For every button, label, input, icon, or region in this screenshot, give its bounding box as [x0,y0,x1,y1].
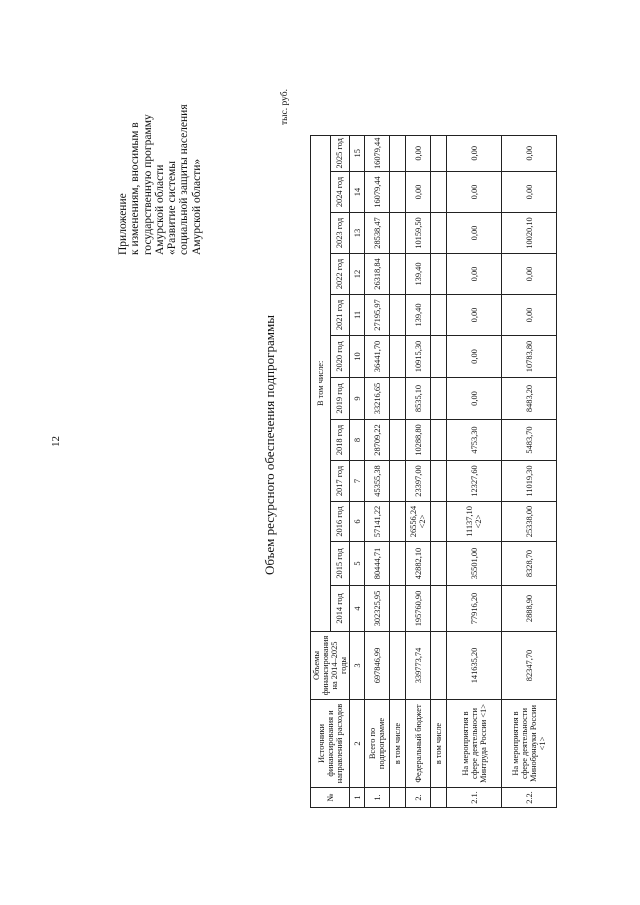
row-value [431,213,447,254]
row-value [390,172,406,213]
row-value [431,502,447,542]
row-value: 12327,60 [447,461,502,502]
row-value [390,135,406,171]
table-row [406,135,431,807]
appendix-line: Амурской области [153,164,166,255]
header-year: 2024 год [330,172,350,213]
header-year: 2025 год [330,135,350,171]
index-cell: 15 [350,135,365,171]
row-value: 0,00 [502,172,557,213]
row-name: На мероприятия в сфере деятельности Минтруда России <1> [447,700,502,788]
row-value: 0,00 [447,172,502,213]
header-total: Объемы финансирования на 2014–2025 годы [311,632,350,700]
row-value [390,502,406,542]
row-value: 0,00 [502,135,557,171]
appendix-line: социальной защиты населения [178,104,191,255]
index-cell: 5 [350,542,365,586]
row-value: 36441,70 [365,336,390,378]
header-source: Источники финансирования и направлений расходов [311,700,350,788]
header-group: В том числе: [311,135,331,631]
row-number [431,788,447,808]
row-value [431,420,447,461]
units-label: тыс. руб. [280,89,290,125]
index-cell: 7 [350,461,365,502]
row-total: 697846,99 [365,632,390,700]
appendix-header [117,65,203,255]
row-value [431,254,447,295]
row-value: 8483,20 [502,378,557,420]
index-cell: 10 [350,336,365,378]
row-number: 2. [406,788,431,808]
row-value: 26318,84 [365,254,390,295]
header-year: 2014 год [330,586,350,632]
row-value [390,542,406,586]
row-value: 0,00 [502,254,557,295]
row-value [390,461,406,502]
row-value: 195760,90 [406,586,431,632]
row-value: 33216,65 [365,378,390,420]
index-cell: 13 [350,213,365,254]
row-number: 2.2. [502,788,557,808]
row-value: 4753,30 [447,420,502,461]
row-value: 2888,90 [502,586,557,632]
row-value: 11019,30 [502,461,557,502]
row-value: 42882,10 [406,542,431,586]
table-row [502,135,557,807]
document-title: Объем ресурсного обеспечения подпрограммы [262,315,277,575]
row-value: 80444,71 [365,542,390,586]
row-total: 141635,20 [447,632,502,700]
row-value: 139,40 [406,254,431,295]
row-name: в том числе [390,700,406,788]
row-value: 57141,22 [365,502,390,542]
appendix-line: к изменениям, вносимым в [129,122,142,255]
row-value [390,378,406,420]
row-value [390,336,406,378]
row-value [390,295,406,336]
appendix-line: государственную программу [141,114,154,255]
row-value: 0,00 [447,213,502,254]
row-value [431,172,447,213]
row-name: Всего по подпрограмме [365,700,390,788]
row-value: 139,40 [406,295,431,336]
header-year: 2018 год [330,420,350,461]
row-value: 0,00 [406,172,431,213]
table-row [365,135,390,807]
row-value: 23397,00 [406,461,431,502]
row-value: 35501,00 [447,542,502,586]
appendix-line: Амурской области» [190,158,203,255]
row-value [431,586,447,632]
row-value: 16079,44 [365,135,390,171]
header-no: № [311,788,350,808]
row-value: 8535,10 [406,378,431,420]
row-value: 28538,47 [365,213,390,254]
header-row [311,135,331,807]
row-value [390,420,406,461]
row-value [390,213,406,254]
row-value: 0,00 [447,378,502,420]
row-value: 26556,24 <2> [406,502,431,542]
index-cell: 9 [350,378,365,420]
appendix-line: «Развитие системы [166,160,179,255]
row-value: 28709,22 [365,420,390,461]
row-value [431,135,447,171]
index-cell: 2 [350,700,365,788]
row-value: 10159,50 [406,213,431,254]
row-value [390,254,406,295]
header-year: 2022 год [330,254,350,295]
row-name: На мероприятия в сфере деятельности Минобрнауки России <1> [502,700,557,788]
row-name: Федеральный бюджет [406,700,431,788]
header-year: 2021 год [330,295,350,336]
row-value [431,295,447,336]
header-year: 2019 год [330,378,350,420]
row-number: 1. [365,788,390,808]
row-value [390,586,406,632]
index-cell: 6 [350,502,365,542]
index-cell: 14 [350,172,365,213]
row-total: 339773,74 [406,632,431,700]
table-row [390,135,406,807]
index-cell: 11 [350,295,365,336]
row-value: 0,00 [447,336,502,378]
index-cell: 4 [350,586,365,632]
row-value: 10288,80 [406,420,431,461]
row-value: 10915,30 [406,336,431,378]
row-value: 302325,95 [365,586,390,632]
row-value: 0,00 [447,135,502,171]
row-number [390,788,406,808]
row-value [431,461,447,502]
index-cell: 3 [350,632,365,700]
row-total [431,632,447,700]
header-year: 2017 год [330,461,350,502]
index-row [350,135,365,807]
table-row [431,135,447,807]
row-number: 2.1. [447,788,502,808]
row-value: 10783,80 [502,336,557,378]
row-value [431,542,447,586]
row-value: 0,00 [406,135,431,171]
row-value: 25338,00 [502,502,557,542]
row-value: 0,00 [447,295,502,336]
page-number: 12 [50,436,62,447]
row-value: 10020,10 [502,213,557,254]
index-cell: 1 [350,788,365,808]
resource-table [310,135,557,808]
row-value: 5483,70 [502,420,557,461]
row-total [390,632,406,700]
row-value [431,378,447,420]
row-total: 82347,70 [502,632,557,700]
row-value: 16079,44 [365,172,390,213]
appendix-line: Приложение [117,193,129,255]
row-value: 0,00 [502,295,557,336]
header-year: 2016 год [330,502,350,542]
header-year: 2023 год [330,213,350,254]
row-value: 0,00 [447,254,502,295]
row-value: 77916,20 [447,586,502,632]
header-year: 2020 год [330,336,350,378]
index-cell: 8 [350,420,365,461]
row-value: 27195,97 [365,295,390,336]
row-value [431,336,447,378]
index-cell: 12 [350,254,365,295]
row-value: 8328,70 [502,542,557,586]
row-value: 45355,38 [365,461,390,502]
row-name: в том числе [431,700,447,788]
header-year: 2015 год [330,542,350,586]
table-row [447,135,502,807]
row-value: 11137,10 <2> [447,502,502,542]
